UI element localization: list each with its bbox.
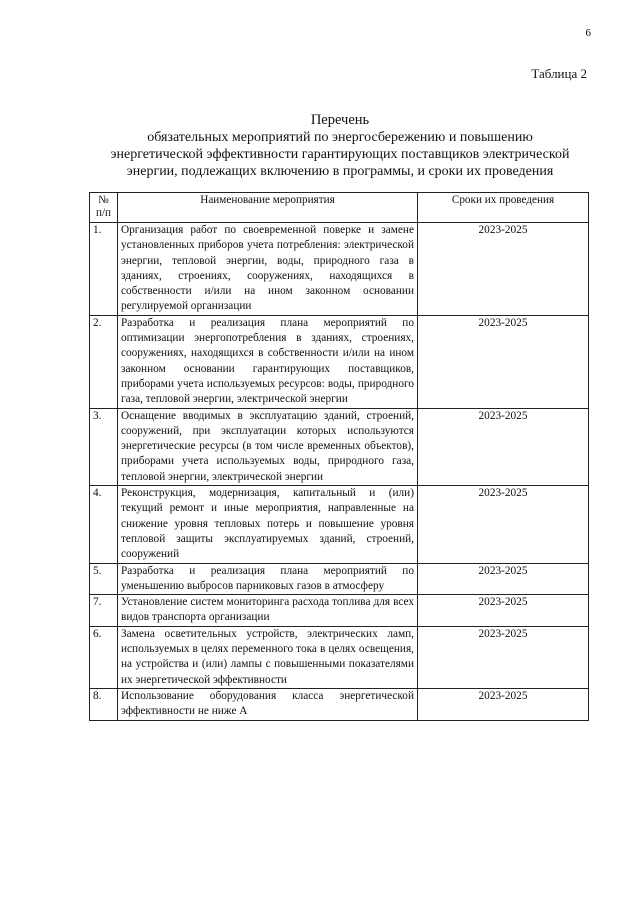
- table-row: [90, 626, 589, 688]
- row-measure-name: Установление систем мониторинга расхода топлива для всех видов транспорта организации: [118, 595, 418, 627]
- row-term: 2023-2025: [418, 223, 589, 316]
- row-measure-name: Оснащение вводимых в эксплуатацию зданий, строений, сооружений, при эксплуатации которых используются энергетические ресурсы (в том числе временных объектов), приборами учета используемых воды, природного газа, тепловой энергии, электрической энергии: [118, 408, 418, 485]
- header-number: [90, 193, 118, 223]
- header-term: Сроки их проведения: [418, 193, 589, 223]
- row-measure-name: Использование оборудования класса энергетической эффективности не ниже А: [118, 688, 418, 720]
- row-term: 2023-2025: [418, 595, 589, 627]
- row-term: 2023-2025: [418, 626, 589, 688]
- title-line-1: обязательных мероприятий по энергосбережению и повышению: [147, 130, 533, 145]
- table-label: Таблица 2: [531, 66, 587, 81]
- table-row: [90, 223, 589, 316]
- row-measure-name: Замена осветительных устройств, электрических ламп, используемых в целях переменного тока в целях освещения, на устройства и (или) лампы с повышенными показателями их энергетической эффективности: [118, 626, 418, 688]
- row-term: 2023-2025: [418, 315, 589, 408]
- row-number: 4.: [90, 486, 118, 563]
- row-measure-name: Организация работ по своевременной поверке и замене установленных приборов учета потребления: электрической энергии, тепловой энергии, воды, природного газа в зданиях, строениях, сооружениях, находящихся в собственности и/или на ином законном основании регулируемой организации: [118, 223, 418, 316]
- row-measure-name: Разработка и реализация плана мероприятий по оптимизации энергопотребления в зданиях, строениях, сооружениях, находящихся в собственности и/или на ином законном основании гарантирующих поставщиков, приборами учета используемых ресурсов: воды, природного газа, тепловой энергии, электрической энергии: [118, 315, 418, 408]
- row-term: 2023-2025: [418, 408, 589, 485]
- row-number: 6.: [90, 626, 118, 688]
- table-row: [90, 408, 589, 485]
- row-measure-name: Реконструкция, модернизация, капитальный и (или) текущий ремонт и иные мероприятия, направленные на снижение уровня тепловых потерь и повышение уровня тепловой защиты эксплуатируемых зданий, строений, сооружений: [118, 486, 418, 563]
- row-term: 2023-2025: [418, 563, 589, 595]
- table-row: [90, 688, 589, 720]
- title-line-3: энергии, подлежащих включению в программы, и сроки их проведения: [126, 164, 554, 179]
- title-main: Перечень: [310, 112, 370, 128]
- row-term: 2023-2025: [418, 688, 589, 720]
- page-number: 6: [585, 27, 591, 39]
- table-row: [90, 595, 589, 627]
- row-term: 2023-2025: [418, 486, 589, 563]
- row-number: 3.: [90, 408, 118, 485]
- title-line-2: энергетической эффективности гарантирующих поставщиков электрической: [110, 147, 570, 162]
- header-number-line-2: п/п: [95, 207, 112, 219]
- table-row: [90, 486, 589, 563]
- measures-table: [89, 192, 589, 721]
- header-name: Наименование мероприятия: [118, 193, 418, 223]
- row-number: 2.: [90, 315, 118, 408]
- row-number: 7.: [90, 595, 118, 627]
- row-number: 8.: [90, 688, 118, 720]
- table-row: [90, 563, 589, 595]
- row-measure-name: Разработка и реализация плана мероприятий по уменьшению выбросов парниковых газов в атмосферу: [118, 563, 418, 595]
- document-title: [60, 112, 620, 180]
- table-row: [90, 315, 589, 408]
- header-number-line-1: №: [98, 194, 109, 206]
- row-number: 5.: [90, 563, 118, 595]
- row-number: 1.: [90, 223, 118, 316]
- table-header-row: [90, 193, 589, 223]
